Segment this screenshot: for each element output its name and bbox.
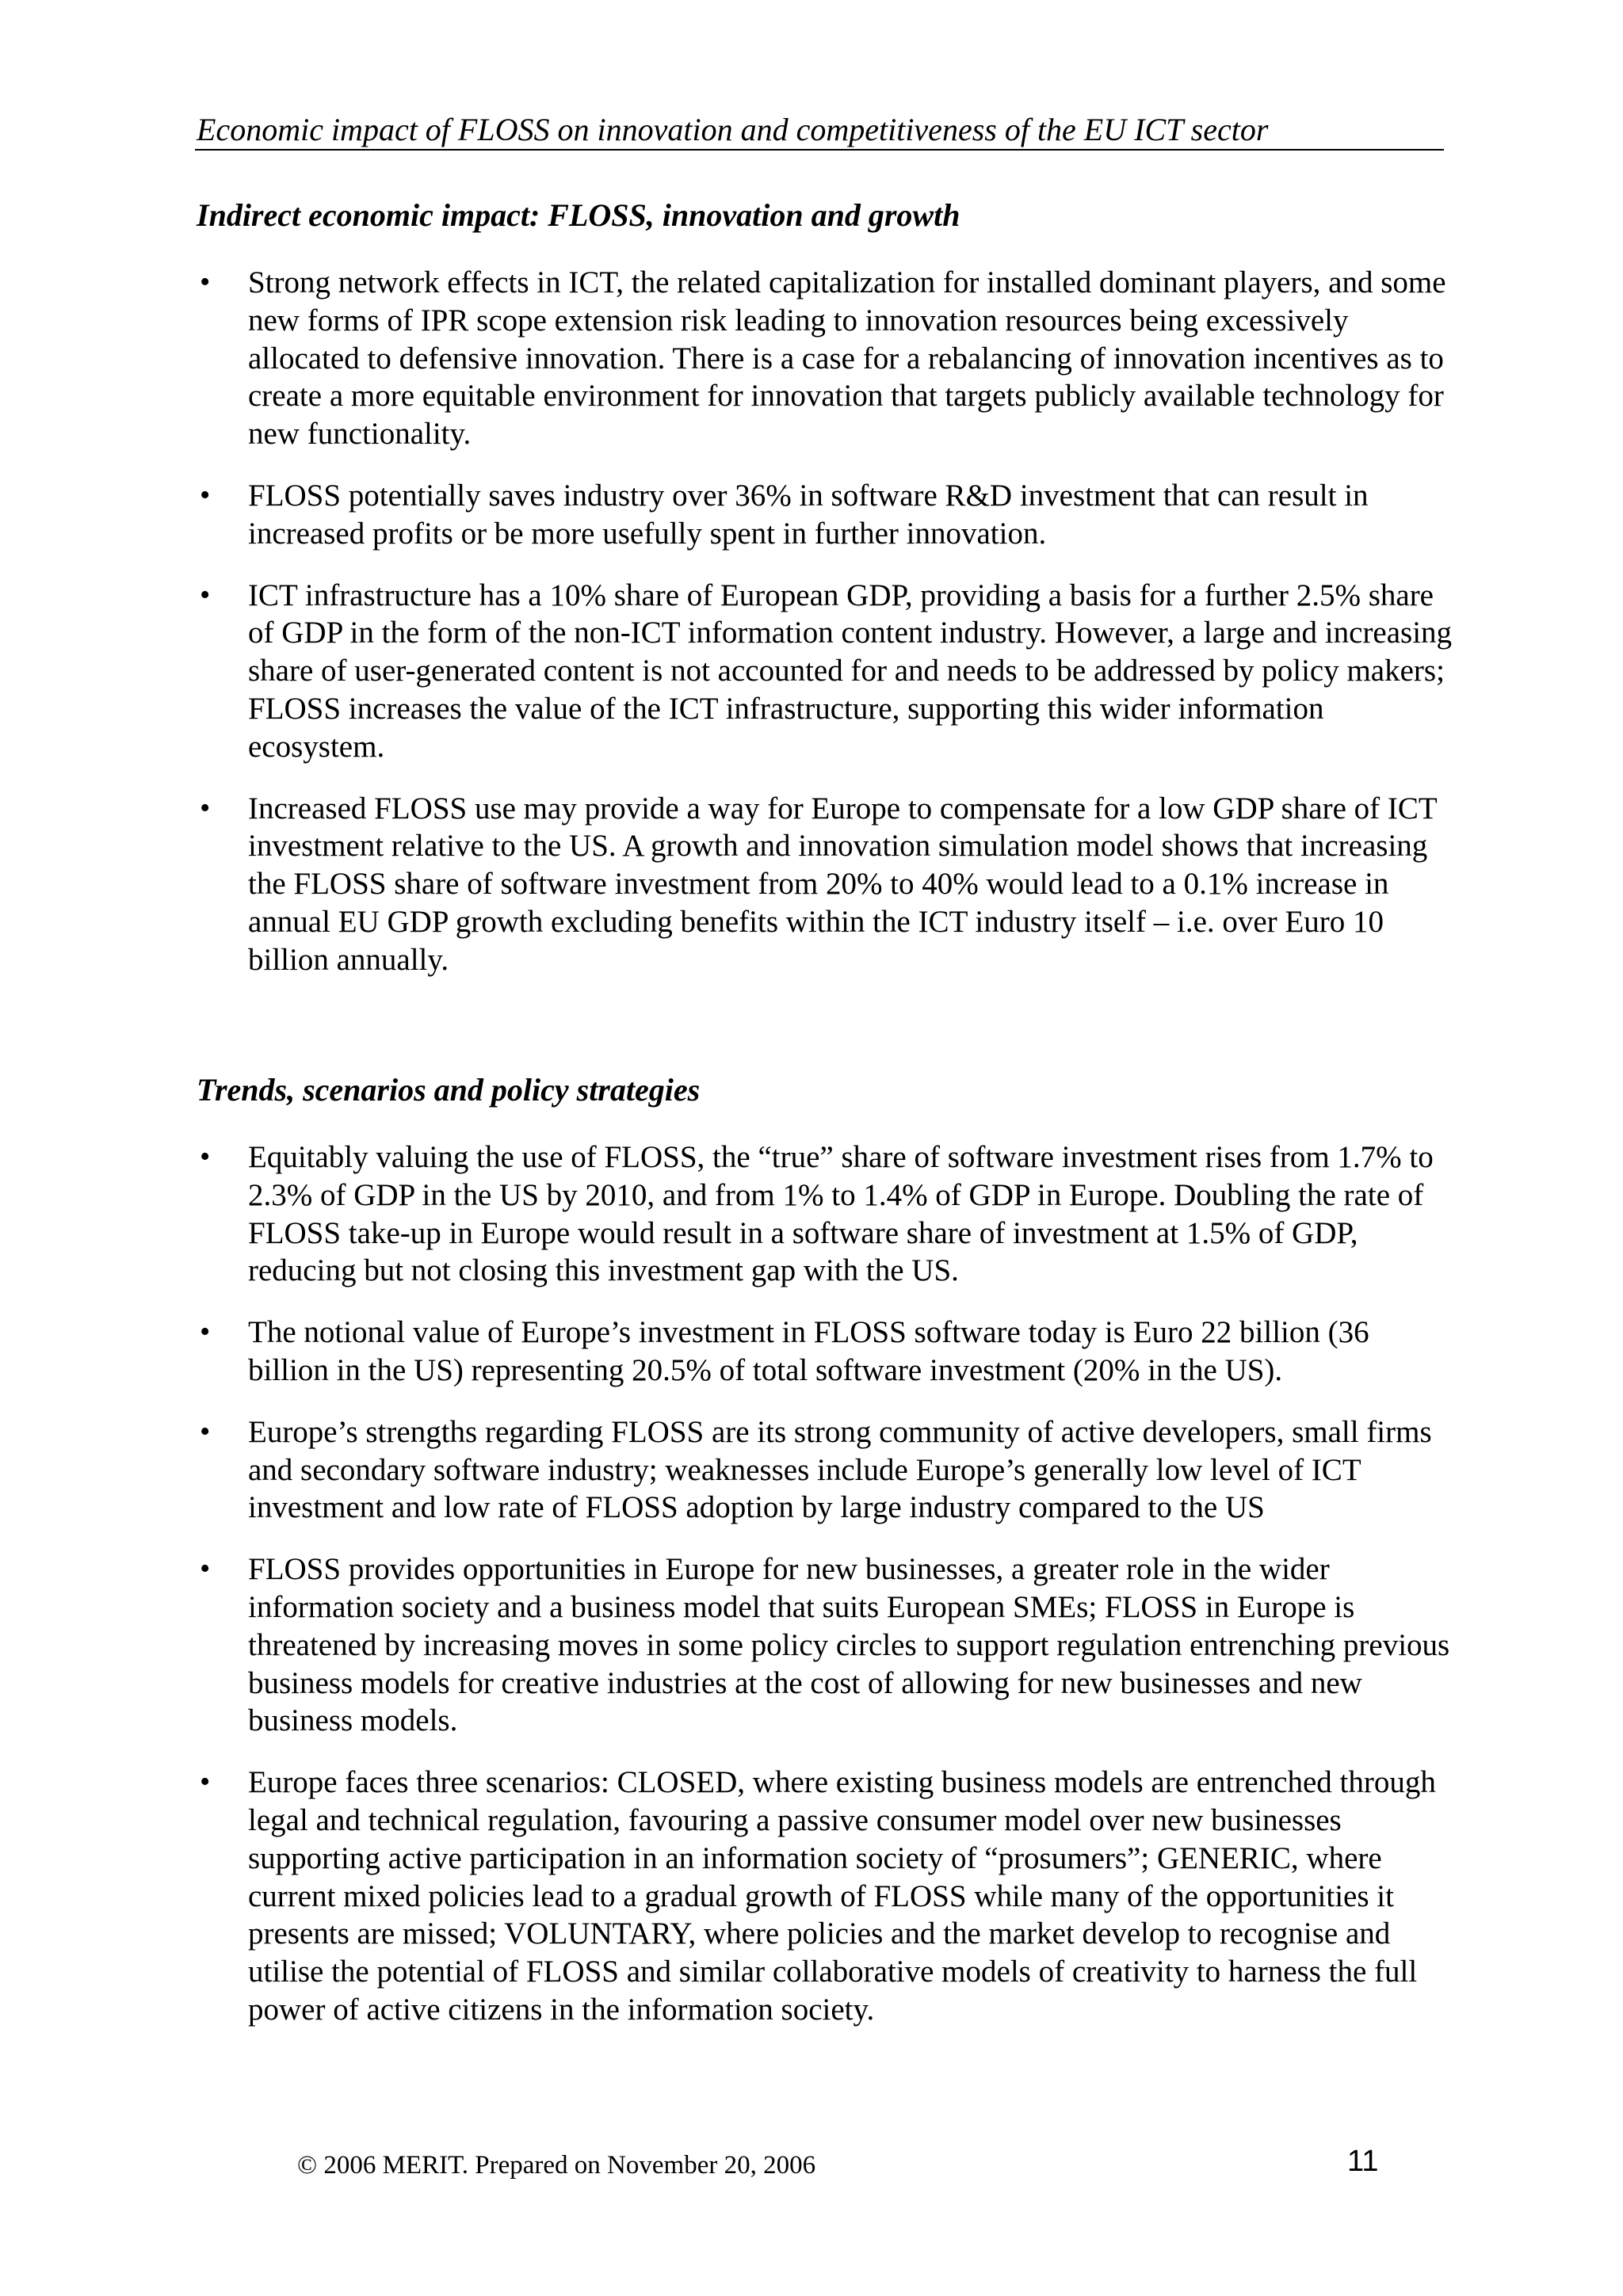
section-heading-trends: Trends, scenarios and policy strategies <box>197 1072 701 1108</box>
bullet-icon: • <box>200 478 211 512</box>
list-item-text: FLOSS potentially saves industry over 36% in software R&D investment that can result in increased profits or be more usefully spent in further innovation. <box>248 478 1369 551</box>
list-item-text: Strong network effects in ICT, the related capitalization for installed dominant players, and some new forms of IPR scope extension risk leading to innovation resources being excessively allocated to defensive innovation. There is a case for a rebalancing of innovation incentives as to create a more equitable environment for innovation that targets publicly available technology for new functionality. <box>248 265 1446 452</box>
bullet-icon: • <box>200 1552 211 1586</box>
list-item-text: Equitably valuing the use of FLOSS, the “true” share of software investment rises from 1.7% to 2.3% of GDP in the US by 2010, and from 1% to 1.4% of GDP in Europe. Doubling the rate of FLOSS take-up in Europe would result in a software share of investment at 1.5% of GDP, reducing but not closing this investment gap with the US. <box>248 1140 1434 1288</box>
bullet-list-indirect-impact <box>197 264 1457 1003</box>
list-item <box>197 1314 1457 1390</box>
list-item-text: Increased FLOSS use may provide a way for Europe to compensate for a low GDP share of ICT investment relative to the US. A growth and innovation simulation model shows that increasing the FLOSS share of software investment from 20% to 40% would lead to a 0.1% increase in annual EU GDP growth excluding benefits within the ICT industry itself – i.e. over Euro 10 billion annually. <box>248 791 1438 977</box>
list-item <box>197 1764 1457 2029</box>
list-item <box>197 1138 1457 1290</box>
list-item-text: Europe faces three scenarios: CLOSED, where existing business models are entrenched through legal and technical regulation, favouring a passive consumer model over new businesses supporting active participation in an information society of “prosumers”; GENERIC, where current mixed policies lead to a gradual growth of FLOSS while many of the opportunities it presents are missed; VOLUNTARY, where policies and the market develop to recognise and utilise the potential of FLOSS and similar collaborative models of creativity to harness the full power of active citizens in the information society. <box>248 1765 1436 2027</box>
header-rule <box>195 149 1444 151</box>
list-item-text: The notional value of Europe’s investment in FLOSS software today is Euro 22 billion (36 billion in the US) representing 20.5% of total software investment (20% in the US). <box>248 1315 1369 1387</box>
footer-copyright: © 2006 MERIT. Prepared on November 20, 2006 <box>297 2151 816 2180</box>
bullet-icon: • <box>200 791 211 825</box>
bullet-icon: • <box>200 1414 211 1448</box>
page-number: 11 <box>1347 2145 1379 2178</box>
bullet-icon: • <box>200 265 211 299</box>
list-item-text: ICT infrastructure has a 10% share of European GDP, providing a basis for a further 2.5% share of GDP in the form of the non-ICT information content industry. However, a large and increasing share of user-generated content is not accounted for and needs to be addressed by policy makers; FLOSS increases the value of the ICT infrastructure, supporting this wider information ecosystem. <box>248 578 1453 764</box>
bullet-icon: • <box>200 1140 211 1173</box>
list-item <box>197 1413 1457 1527</box>
list-item <box>197 264 1457 453</box>
running-header: Economic impact of FLOSS on innovation and competitiveness of the EU ICT sector <box>197 112 1269 147</box>
bullet-list-trends <box>197 1138 1457 2053</box>
list-item <box>197 1550 1457 1740</box>
bullet-icon: • <box>200 1765 211 1799</box>
bullet-icon: • <box>200 578 211 612</box>
section-heading-indirect-impact: Indirect economic impact: FLOSS, innovation and growth <box>197 197 960 233</box>
list-item <box>197 577 1457 766</box>
list-item <box>197 790 1457 979</box>
list-item-text: FLOSS provides opportunities in Europe for new businesses, a greater role in the wider information society and a business model that suits European SMEs; FLOSS in Europe is threatened by increasing moves in some policy circles to support regulation entrenching previous business models for creative industries at the cost of allowing for new businesses and new business models. <box>248 1552 1450 1738</box>
list-item <box>197 477 1457 553</box>
list-item-text: Europe’s strengths regarding FLOSS are its strong community of active developers, small firms and secondary software industry; weaknesses include Europe’s generally low level of ICT investment and low rate of FLOSS adoption by large industry compared to the US <box>248 1414 1432 1525</box>
bullet-icon: • <box>200 1315 211 1349</box>
